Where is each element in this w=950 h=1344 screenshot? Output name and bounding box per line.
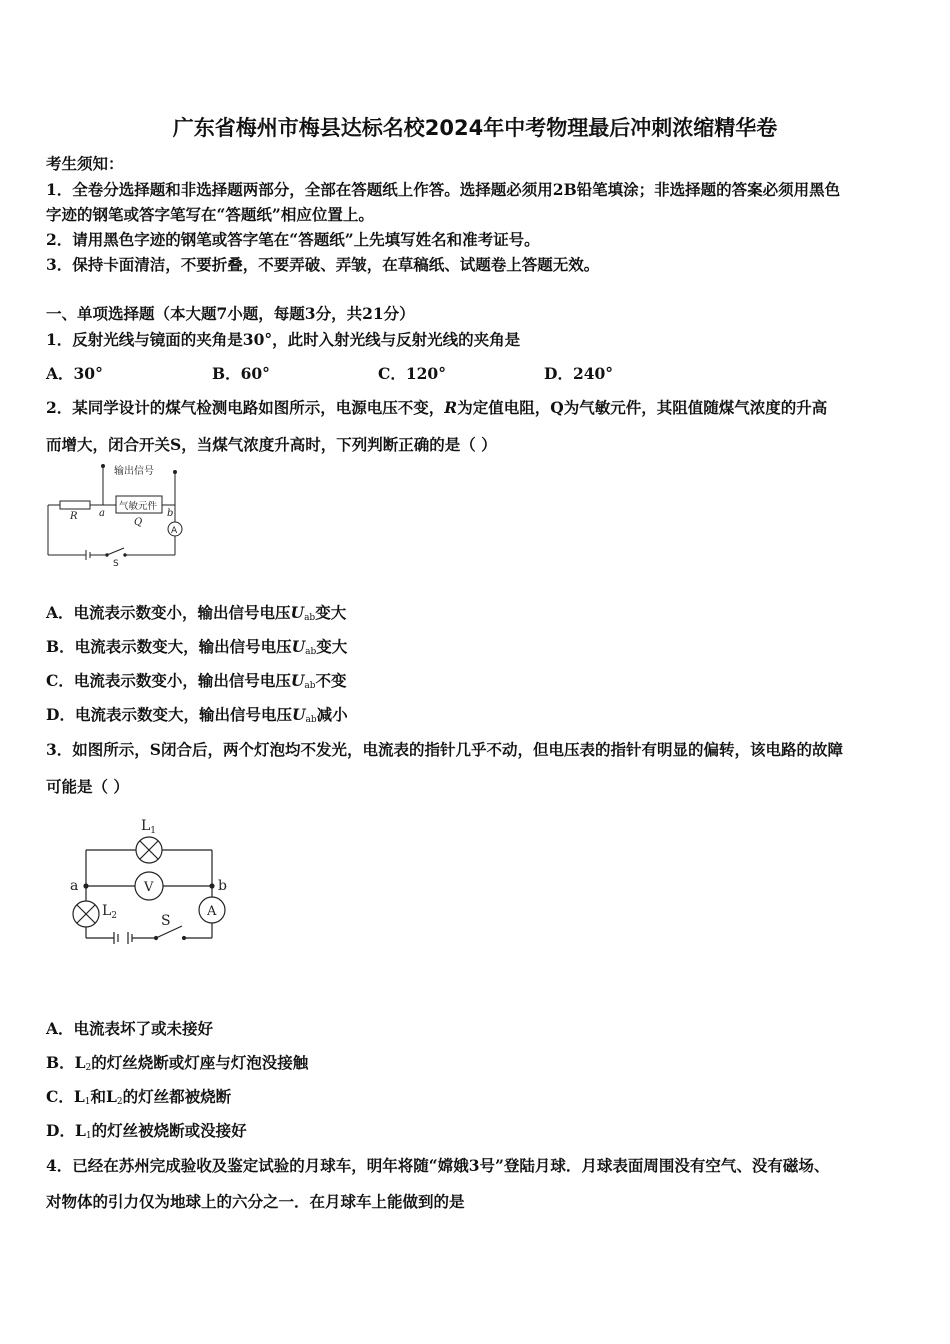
question-3-stem: 3．如图所示，S闭合后，两个灯泡均不发光，电流表的指针几乎不动，但电压表的指针有明显的偏转，该电路的故障 xyxy=(46,740,843,759)
question-1-stem: 1．反射光线与镜面的夹角是30°，此时入射光线与反射光线的夹角是 xyxy=(46,330,521,349)
notice-item: 2．请用黑色字迹的钢笔或答字笔在“答题纸”上先填写姓名和准考证号。 xyxy=(46,230,540,249)
q1-option-b[interactable]: B．60° xyxy=(212,364,270,383)
q1-option-d[interactable]: D．240° xyxy=(544,364,614,383)
q3-option-d[interactable]: D．$L_1$的灯丝被烧断或没接好 xyxy=(46,1121,247,1141)
question-3-stem-line2: 可能是（ ） xyxy=(46,777,129,796)
notice-item: 字迹的钢笔或答字笔写在“答题纸”相应位置上。 xyxy=(46,205,374,224)
q1-option-c[interactable]: C．120° xyxy=(378,364,446,383)
notice-heading: 考生须知： xyxy=(46,154,124,173)
question-4-stem-line2: 对物体的引力仅为地球上的六分之一．在月球车上能做到的是 xyxy=(46,1192,465,1211)
section-heading: 一、单项选择题（本大题7小题，每题3分，共21分） xyxy=(46,304,415,323)
notice-item: 1．全卷分选择题和非选择题两部分，全部在答题纸上作答。选择题必须用2B铅笔填涂；非选择题的答案必须用黑色 xyxy=(46,180,841,199)
l1-label: $L_1$ xyxy=(141,818,157,836)
notice-item: 3．保持卡面清洁，不要折叠，不要弄破、弄皱，在草稿纸、试题卷上答题无效。 xyxy=(46,255,600,274)
q2-option-a[interactable]: A．电流表示数变小，输出信号电压$U_{ab}$变大 xyxy=(46,603,347,623)
ammeter-label: A xyxy=(171,526,178,536)
question-2-stem: 2．某同学设计的煤气检测电路如图所示，电源电压不变，R为定值电阻，Q为气敏元件，其阻值随煤气浓度的升高 xyxy=(46,398,828,417)
page-title: 广东省梅州市梅县达标名校2024年中考物理最后冲刺浓缩精华卷 xyxy=(172,116,778,140)
switch-label: S xyxy=(161,913,171,929)
gas-sensor-label: 气敏元件 xyxy=(119,501,158,512)
ammeter-label: A xyxy=(207,904,217,919)
question-4-stem: 4．已经在苏州完成验收及鉴定试验的月球车，明年将随“嫦娥3号”登陆月球．月球表面周围没有空气、没有磁场、 xyxy=(46,1156,830,1175)
switch-icon xyxy=(107,548,124,555)
b-label: b xyxy=(218,878,227,894)
q3-option-b[interactable]: B．$L_2$的灯丝烧断或灯座与灯泡没接触 xyxy=(46,1053,309,1073)
q2-option-b[interactable]: B．电流表示数变大，输出信号电压$U_{ab}$变大 xyxy=(46,637,348,657)
switch-label: S xyxy=(113,559,119,569)
resistor-r xyxy=(60,501,90,509)
q1-option-a[interactable]: A．30° xyxy=(46,364,103,383)
q3-option-c[interactable]: C．$L_1$和$L_2$的灯丝都被烧断 xyxy=(46,1087,232,1107)
a-label: a xyxy=(70,878,79,894)
voltmeter-label: V xyxy=(144,880,154,895)
bulb-circuit xyxy=(66,812,236,952)
q-label: Q xyxy=(134,517,143,528)
q2-option-d[interactable]: D．电流表示数变大，输出信号电压$U_{ab}$减小 xyxy=(46,705,348,725)
a-label: a xyxy=(99,508,105,519)
q3-option-a[interactable]: A．电流表坏了或未接好 xyxy=(46,1019,214,1038)
b-label: b xyxy=(167,508,174,519)
r-label: R xyxy=(70,511,78,522)
gas-detection-circuit xyxy=(40,460,200,572)
output-signal-label: 输出信号 xyxy=(114,466,154,477)
question-2-stem-line2: 而增大，闭合开关S，当煤气浓度升高时，下列判断正确的是（ ） xyxy=(46,435,497,454)
q2-option-c[interactable]: C．电流表示数变小，输出信号电压$U_{ab}$不变 xyxy=(46,671,347,691)
l2-label: $L_2$ xyxy=(102,903,118,921)
